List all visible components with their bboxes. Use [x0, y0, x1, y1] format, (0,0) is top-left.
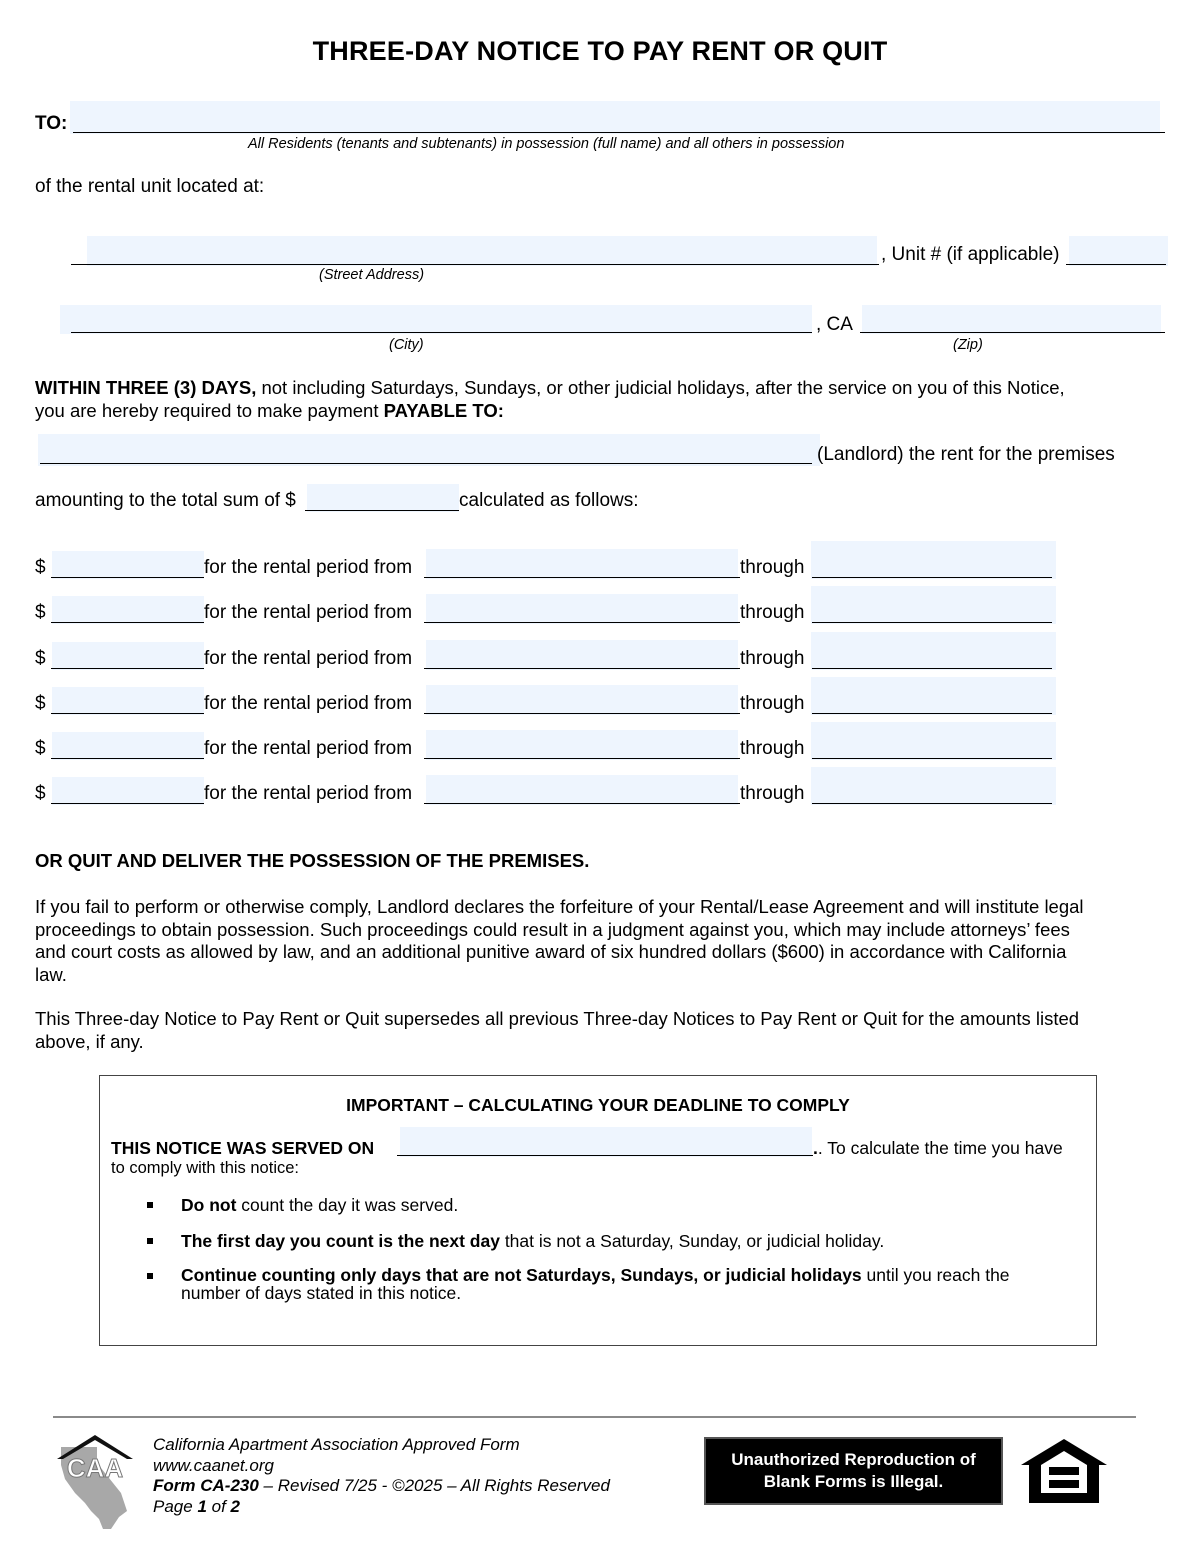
- bullet-item: [181, 1231, 884, 1252]
- footer-page-prefix: Page: [153, 1496, 198, 1516]
- equal-housing-opportunity-icon: [1019, 1437, 1109, 1505]
- period-through-label: through: [740, 693, 805, 714]
- state-label: , CA: [816, 314, 853, 335]
- period-amount-input[interactable]: [52, 551, 204, 579]
- period-from-label: for the rental period from: [204, 783, 413, 804]
- period-amount-underline: [51, 577, 204, 578]
- period-through-date-input[interactable]: [811, 586, 1056, 624]
- city-underline: [71, 332, 812, 333]
- landlord-input[interactable]: [38, 434, 820, 466]
- period-from-date-input[interactable]: [426, 775, 738, 805]
- served-date-input[interactable]: [400, 1127, 812, 1157]
- zip-caption: (Zip): [953, 337, 983, 353]
- rental-unit-intro: of the rental unit located at:: [35, 176, 265, 197]
- period-from-underline: [424, 577, 740, 578]
- period-from-underline: [424, 668, 740, 669]
- forfeiture-line: law.: [35, 963, 67, 985]
- period-amount-input[interactable]: [52, 687, 204, 715]
- forfeiture-line: proceedings to obtain possession. Such proceedings could result in a judgment against you, which may include attorneys’ fees: [35, 918, 1070, 940]
- supersedes-line: above, if any.: [35, 1030, 144, 1052]
- to-underline: [73, 132, 1165, 133]
- period-amount-input[interactable]: [52, 596, 204, 624]
- supersedes-paragraph: [35, 1008, 1079, 1053]
- period-through-date-input[interactable]: [811, 632, 1056, 670]
- period-from-date-input[interactable]: [426, 594, 738, 624]
- period-amount-underline: [51, 668, 204, 669]
- bullet-text-line-2: number of days stated in this notice.: [181, 1283, 462, 1303]
- period-dollar-sign: $: [35, 693, 46, 714]
- period-amount-underline: [51, 622, 204, 623]
- period-through-label: through: [740, 738, 805, 759]
- period-amount-input[interactable]: [52, 642, 204, 670]
- period-through-underline: [812, 622, 1052, 623]
- period-through-date-input[interactable]: [811, 677, 1056, 715]
- to-label: TO:: [35, 113, 68, 134]
- city-input[interactable]: [60, 305, 812, 334]
- bullet-square-icon: [147, 1273, 153, 1279]
- zip-input[interactable]: [862, 305, 1161, 334]
- period-dollar-sign: $: [35, 602, 46, 623]
- unit-underline: [1066, 264, 1166, 265]
- to-input[interactable]: [70, 101, 1160, 134]
- period-dollar-sign: $: [35, 783, 46, 804]
- caa-logo-text: CAA: [66, 1453, 124, 1483]
- period-through-underline: [812, 713, 1052, 714]
- page-title: THREE-DAY NOTICE TO PAY RENT OR QUIT: [312, 36, 888, 66]
- street-caption: (Street Address): [319, 267, 425, 283]
- bullet-bold: Continue counting only days that are not Saturdays, Sundays, or judicial holidays: [181, 1265, 862, 1285]
- period-through-label: through: [740, 648, 805, 669]
- to-caption: All Residents (tenants and subtenants) in possession (full name) and all others in possession: [248, 136, 845, 152]
- payable-to-label: PAYABLE TO:: [383, 400, 504, 421]
- period-through-date-input[interactable]: [811, 767, 1056, 805]
- total-underline: [305, 510, 459, 511]
- period-from-date-input[interactable]: [426, 730, 738, 760]
- bullet-square-icon: [147, 1202, 153, 1208]
- period-through-underline: [812, 758, 1052, 759]
- served-after-text: . To calculate the time you have: [817, 1138, 1063, 1158]
- city-caption: (City): [389, 337, 424, 353]
- zip-underline: [860, 332, 1165, 333]
- footer-revised: – Revised 7/25 - ©2025 – All Rights Reserved: [258, 1476, 610, 1495]
- period-through-underline: [812, 803, 1052, 804]
- period-from-label: for the rental period from: [204, 602, 413, 623]
- bullet-item: [181, 1266, 1010, 1302]
- total-suffix: calculated as follows:: [459, 490, 639, 511]
- bullet-text: until you reach the: [861, 1265, 1010, 1285]
- warning-line-2: Blank Forms is Illegal.: [763, 1472, 944, 1491]
- footer-page-total: 2: [230, 1496, 240, 1516]
- within-bold-lead: WITHIN THREE (3) DAYS,: [35, 377, 257, 398]
- period-through-underline: [812, 577, 1052, 578]
- total-sum-input[interactable]: [307, 484, 459, 512]
- footer-website: www.caanet.org: [153, 1455, 274, 1475]
- period-dollar-sign: $: [35, 738, 46, 759]
- period-amount-underline: [51, 713, 204, 714]
- period-through-label: through: [740, 602, 805, 623]
- footer-page-num: 1: [197, 1496, 207, 1516]
- within-line-1: [35, 377, 1065, 400]
- within-line-2: [35, 400, 504, 423]
- period-through-label: through: [740, 557, 805, 578]
- forfeiture-paragraph: [35, 896, 1084, 986]
- bullet-bold: The first day you count is the next day: [181, 1231, 500, 1251]
- landlord-suffix: (Landlord) the rent for the premises: [817, 444, 1115, 465]
- period-dollar-sign: $: [35, 648, 46, 669]
- supersedes-line: This Three-day Notice to Pay Rent or Quit supersedes all previous Three-day Notices to Pay Rent or Quit for the amounts listed: [35, 1008, 1080, 1029]
- served-line-2: to comply with this notice:: [111, 1159, 299, 1177]
- period-amount-input[interactable]: [52, 777, 204, 805]
- period-amount-underline: [51, 803, 204, 804]
- period-dollar-sign: $: [35, 557, 46, 578]
- served-after: .. To calculate the time you have: [813, 1138, 1063, 1158]
- landlord-underline: [40, 463, 812, 464]
- unit-label: , Unit # (if applicable): [881, 244, 1060, 265]
- served-underline: [397, 1155, 813, 1156]
- served-on-label: THIS NOTICE WAS SERVED ON: [111, 1138, 375, 1158]
- reproduction-warning-badge: [704, 1437, 1003, 1505]
- period-from-underline: [424, 622, 740, 623]
- bullet-bold: Do not: [181, 1195, 237, 1215]
- street-underline: [71, 264, 879, 265]
- footer-page-mid: of: [206, 1496, 231, 1516]
- street-address-input[interactable]: [87, 236, 877, 266]
- forfeiture-line: If you fail to perform or otherwise comply, Landlord declares the forfeiture of your Rental/Lease Agreement and will institute legal: [35, 896, 1084, 917]
- period-from-date-input[interactable]: [426, 640, 738, 670]
- period-from-underline: [424, 803, 740, 804]
- bullet-text: that is not a Saturday, Sunday, or judicial holiday.: [499, 1231, 885, 1251]
- footer-form-id: Form CA-230: [153, 1476, 259, 1495]
- within-text-1: not including Saturdays, Sundays, or other judicial holidays, after the service on you of this Notice,: [256, 377, 1065, 398]
- unit-input[interactable]: [1069, 236, 1168, 266]
- total-prefix: amounting to the total sum of $: [35, 490, 296, 511]
- footer-divider: [53, 1416, 1136, 1418]
- bullet-item: [181, 1195, 458, 1216]
- period-from-underline: [424, 713, 740, 714]
- period-amount-underline: [51, 758, 204, 759]
- period-from-underline: [424, 758, 740, 759]
- bullet-text: count the day it was served.: [236, 1195, 459, 1215]
- footer-approved: California Apartment Association Approved Form: [153, 1435, 520, 1454]
- period-from-label: for the rental period from: [204, 693, 413, 714]
- period-from-date-input[interactable]: [426, 549, 738, 579]
- period-from-label: for the rental period from: [204, 648, 413, 669]
- bullet-square-icon: [147, 1238, 153, 1244]
- period-through-underline: [812, 668, 1052, 669]
- forfeiture-line: and court costs as allowed by law, and an additional punitive award of six hundred dollars ($600) in accordance with California: [35, 941, 1067, 962]
- important-heading: IMPORTANT – CALCULATING YOUR DEADLINE TO COMPLY: [346, 1095, 850, 1115]
- period-from-label: for the rental period from: [204, 738, 413, 759]
- period-through-label: through: [740, 783, 805, 804]
- period-from-label: for the rental period from: [204, 557, 413, 578]
- period-through-date-input[interactable]: [811, 541, 1056, 579]
- within-text-2: you are hereby required to make payment: [35, 400, 384, 421]
- period-through-date-input[interactable]: [811, 722, 1056, 760]
- caa-logo-icon: [55, 1433, 135, 1533]
- period-from-date-input[interactable]: [426, 685, 738, 715]
- period-amount-input[interactable]: [52, 732, 204, 760]
- footer-text: [153, 1435, 610, 1517]
- or-quit-heading: OR QUIT AND DELIVER THE POSSESSION OF THE PREMISES.: [35, 850, 590, 871]
- warning-line-1: Unauthorized Reproduction of: [731, 1450, 976, 1469]
